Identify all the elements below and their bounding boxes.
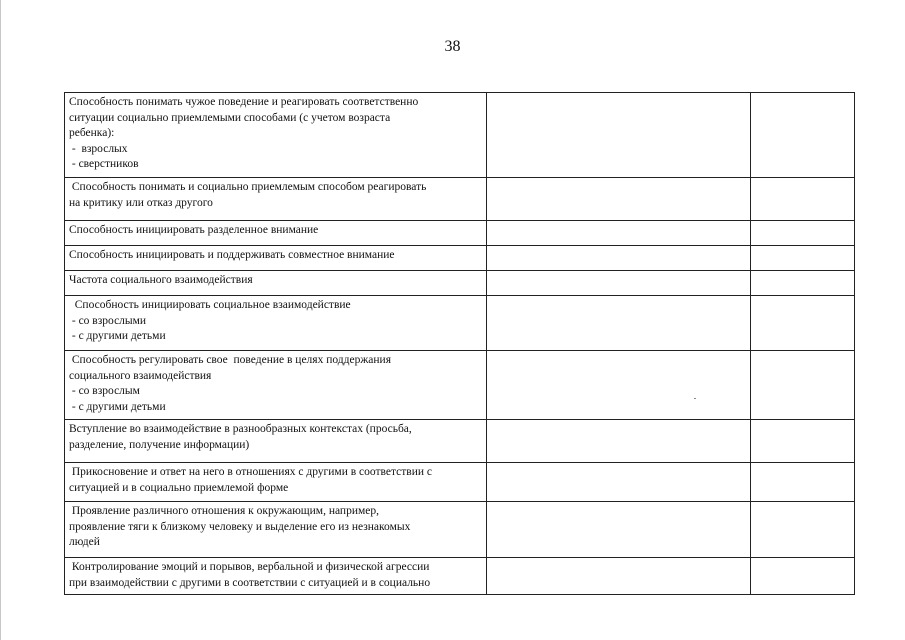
table-row bbox=[65, 178, 855, 221]
assessment-cell bbox=[487, 463, 751, 502]
table-row bbox=[65, 420, 855, 463]
criterion-cell bbox=[65, 502, 487, 558]
assessment-cell bbox=[487, 178, 751, 221]
criterion-line: ребенка): bbox=[69, 127, 115, 139]
criterion-line: - со взрослыми bbox=[69, 314, 147, 327]
score-cell bbox=[751, 351, 855, 420]
table-row bbox=[65, 351, 855, 420]
criterion-line: Способность инициировать разделенное внимание bbox=[69, 224, 319, 236]
criterion-line: - с другими детьми bbox=[69, 400, 166, 413]
assessment-cell bbox=[487, 271, 751, 296]
assessment-cell bbox=[487, 351, 751, 420]
score-cell bbox=[751, 420, 855, 463]
criterion-line: - со взрослым bbox=[69, 385, 140, 397]
score-cell bbox=[751, 502, 855, 558]
scan-left-edge bbox=[0, 0, 1, 640]
criterion-line: Способность регулировать свое поведение в целях поддержания bbox=[69, 354, 391, 366]
assessment-cell bbox=[487, 221, 751, 246]
criterion-line: Вступление во взаимодействие в разнообразных контекстах (просьба, bbox=[69, 423, 412, 435]
criterion-cell bbox=[65, 296, 487, 351]
criterion-line: Проявление различного отношения к окружающим, например, bbox=[69, 505, 380, 517]
criterion-line: разделение, получение информации) bbox=[69, 438, 250, 451]
criterion-cell bbox=[65, 221, 487, 246]
criterion-cell bbox=[65, 178, 487, 221]
criterion-line: людей bbox=[69, 536, 100, 548]
assessment-cell bbox=[487, 93, 751, 178]
assessment-table bbox=[64, 92, 855, 595]
criterion-line: социального взаимодействия bbox=[69, 369, 212, 382]
score-cell bbox=[751, 246, 855, 271]
assessment-cell bbox=[487, 246, 751, 271]
criterion-line: на критику или отказ другого bbox=[69, 196, 213, 209]
score-cell bbox=[751, 558, 855, 595]
criterion-line: Контролирование эмоций и порывов, вербальной и физической агрессии bbox=[69, 561, 430, 573]
criterion-line: Способность понимать чужое поведение и реагировать соответственно bbox=[69, 96, 419, 108]
table-row bbox=[65, 93, 855, 178]
criterion-cell bbox=[65, 271, 487, 296]
score-cell bbox=[751, 271, 855, 296]
criterion-cell bbox=[65, 93, 487, 178]
criterion-line: проявление тяги к близкому человеку и выделение его из незнакомых bbox=[69, 520, 411, 533]
score-cell bbox=[751, 93, 855, 178]
criterion-cell bbox=[65, 558, 487, 595]
criterion-line: Частота социального взаимодействия bbox=[69, 274, 253, 286]
table-row bbox=[65, 246, 855, 271]
score-cell bbox=[751, 178, 855, 221]
criterion-cell bbox=[65, 351, 487, 420]
page-number: 38 bbox=[444, 38, 461, 55]
criterion-line: - взрослых bbox=[69, 142, 128, 155]
criterion-line: ситуацией и в социально приемлемой форме bbox=[69, 481, 289, 494]
criterion-line: - с другими детьми bbox=[69, 330, 166, 342]
criterion-cell bbox=[65, 463, 487, 502]
criterion-cell bbox=[65, 420, 487, 463]
score-cell bbox=[751, 221, 855, 246]
table-row bbox=[65, 463, 855, 502]
assessment-cell bbox=[487, 502, 751, 558]
criterion-cell bbox=[65, 246, 487, 271]
criterion-line: - сверстников bbox=[69, 158, 139, 170]
criterion-line: ситуации социально приемлемыми способами (с учетом возраста bbox=[69, 111, 391, 124]
assessment-cell bbox=[487, 558, 751, 595]
assessment-cell bbox=[487, 420, 751, 463]
criterion-line: Способность инициировать и поддерживать совместное внимание bbox=[69, 249, 395, 261]
assessment-cell bbox=[487, 296, 751, 351]
table-row bbox=[65, 502, 855, 558]
score-cell bbox=[751, 463, 855, 502]
score-cell bbox=[751, 296, 855, 351]
table-row bbox=[65, 296, 855, 351]
table-row bbox=[65, 558, 855, 595]
criterion-line: Прикосновение и ответ на него в отношениях с другими в соответствии с bbox=[69, 466, 432, 478]
table-row bbox=[65, 221, 855, 246]
table-row bbox=[65, 271, 855, 296]
criterion-line: при взаимодействии с другими в соответствии с ситуацией и в социально bbox=[69, 576, 431, 589]
scan-speck bbox=[694, 398, 696, 399]
criterion-line: Способность понимать и социально приемлемым способом реагировать bbox=[69, 181, 427, 193]
criterion-line: Способность инициировать социальное взаимодействие bbox=[69, 299, 351, 311]
